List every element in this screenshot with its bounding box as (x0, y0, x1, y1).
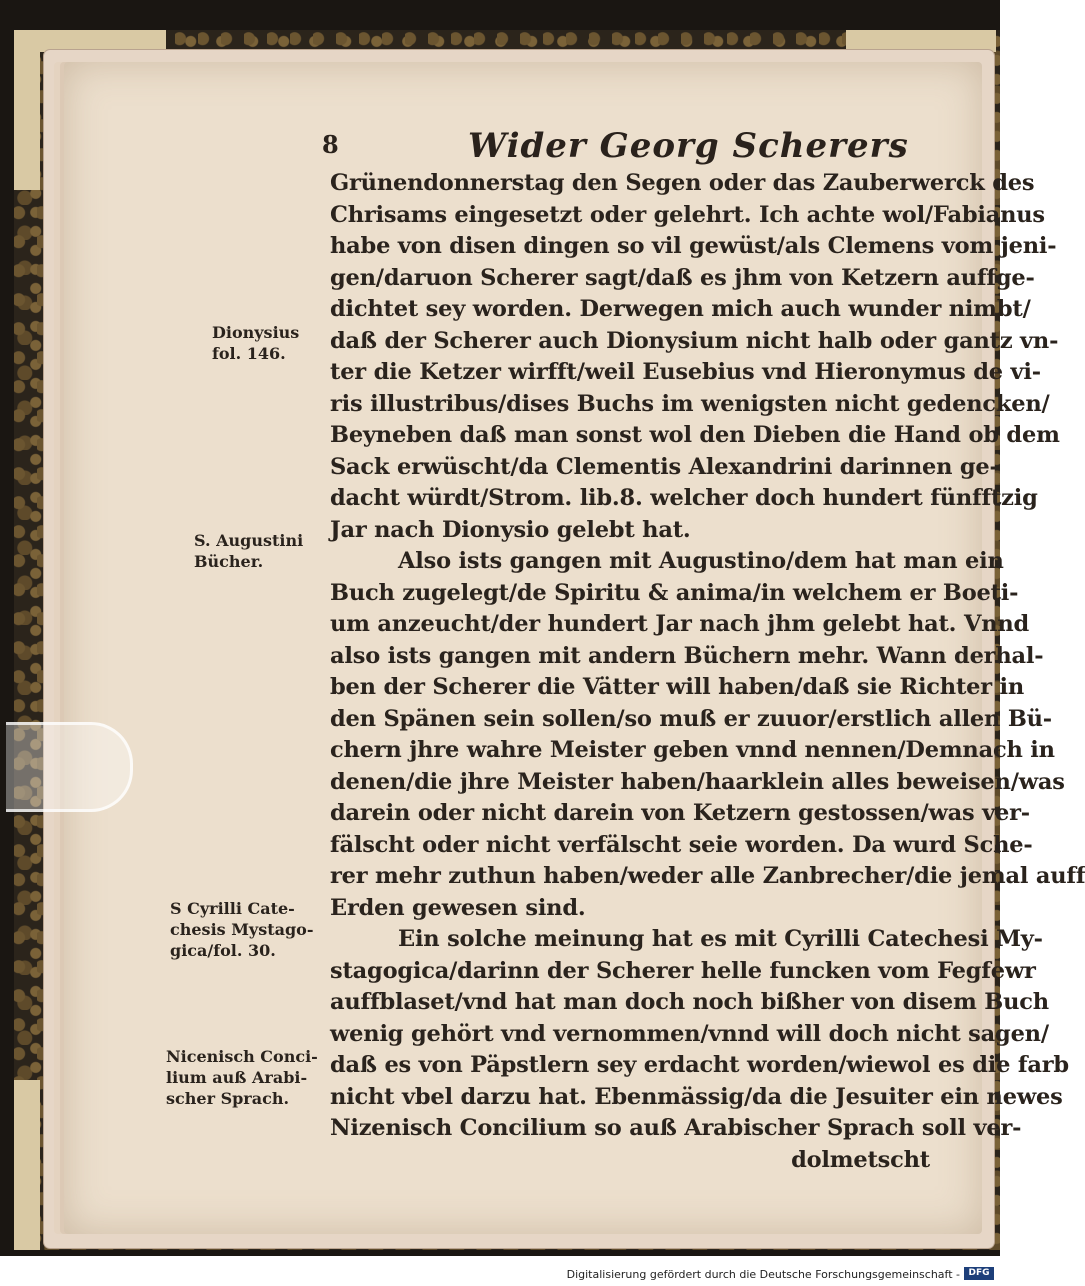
text-line: daß es von Päpstlern sey erdacht worden/wiewol es die farb (330, 1052, 1069, 1078)
text-line: Chrisams eingesetzt oder gelehrt. Ich achte wol/Fabianus (330, 201, 1045, 228)
funding-credit: Digitalisierung gefördert durch die Deutsche Forschungsgemeinschaft - (566, 1268, 960, 1281)
text-line: rer mehr zuthun haben/weder alle Zanbrecher/die jemal auff (330, 863, 1085, 889)
text-line: gen/daruon Scherer sagt/daß es jhm von Ketzern auffge- (330, 264, 1035, 291)
catchword: dolmetscht (791, 1146, 930, 1173)
text-line: Jar nach Dionysio gelebt hat. (330, 516, 691, 543)
text-line: denen/die jhre Meister haben/haarklein alles beweisen/was (330, 768, 1065, 795)
margin-note-line: gica/fol. 30. (170, 941, 276, 960)
text-line: um anzeucht/der hundert Jar nach jhm gelebt hat. Vnnd (330, 611, 1030, 637)
corner-cloth-left (14, 30, 40, 190)
margin-note-line: S. Augustini (194, 531, 304, 550)
running-header: Wider Georg Scherers (468, 126, 909, 166)
margin-note-line: Bücher. (194, 552, 264, 571)
text-line: habe von disen dingen so vil gewüst/als Clemens vom jeni- (330, 233, 1057, 259)
text-line: ris illustribus/dises Buchs im wenigsten nicht gedencken/ (330, 390, 1050, 417)
text-line: Grünendonnerstag den Segen oder das Zauberwerck des (330, 170, 1035, 196)
margin-note-line: lium auß Arabi- (166, 1068, 308, 1087)
text-line: ter die Ketzer wirfft/weil Eusebius vnd Hieronymus de vi- (330, 359, 1041, 385)
margin-note-line: fol. 146. (212, 344, 286, 363)
margin-note-cyrilli (170, 898, 314, 961)
text-line: Beyneben daß man sonst wol den Dieben die Hand ob dem (330, 422, 1060, 448)
margin-note-line: S Cyrilli Cate- (170, 899, 295, 918)
body-text (330, 168, 1085, 1176)
text-line: chern jhre wahre Meister geben vnnd nennen/Demnach in (330, 737, 1055, 763)
text-line: also ists gangen mit andern Büchern mehr. Wann derhal- (330, 642, 1044, 669)
text-line: darein oder nicht darein von Ketzern gestossen/was ver- (330, 800, 1030, 826)
text-line: daß der Scherer auch Dionysium nicht halb oder gantz vn- (330, 327, 1059, 354)
text-line: stagogica/darinn der Scherer helle funcken vom Fegfewr (330, 957, 1036, 984)
footer-bar (0, 1258, 1000, 1286)
text-line: fälscht oder nicht verfälscht seie worden. Da wurd Sche- (330, 831, 1033, 858)
text-line: ben der Scherer die Vätter will haben/daß sie Richter in (330, 674, 1025, 700)
corner-cloth-bottom-left (14, 1080, 40, 1250)
margin-note-line: Dionysius (212, 323, 300, 342)
text-line: Also ists gangen mit Augustino/dem hat man ein (398, 548, 1004, 574)
text-line: auffblaset/vnd hat man doch noch bißher von disem Buch (330, 989, 1049, 1015)
margin-note-line: chesis Mystago- (170, 920, 314, 939)
margin-note-line: scher Sprach. (166, 1089, 290, 1108)
text-line: dacht würdt/Strom. lib.8. welcher doch hundert fünfftzig (330, 485, 1038, 511)
text-line: Sack erwüscht/da Clementis Alexandrini darinnen ge- (330, 453, 999, 480)
text-line: Ein solche meinung hat es mit Cyrilli Catechesi My- (398, 926, 1043, 952)
text-line: Erden gewesen sind. (330, 894, 586, 921)
dfg-logo[interactable]: DFG (964, 1267, 994, 1280)
text-line: den Spänen sein sollen/so muß er zuuor/erstlich allen Bü- (330, 705, 1052, 732)
margin-note-dionysius (212, 322, 299, 364)
margin-note-line: Nicenisch Conci- (166, 1047, 318, 1066)
text-line: nicht vbel darzu hat. Ebenmässig/da die Jesuiter ein newes (330, 1083, 1063, 1110)
paper-clip (6, 722, 133, 812)
text-line: Nizenisch Concilium so auß Arabischer Sprach soll ver- (330, 1115, 1022, 1141)
margin-note-augustini (194, 530, 303, 572)
text-line: dichtet sey worden. Derwegen mich auch wunder nimbt/ (330, 296, 1031, 322)
page-number: 8 (322, 130, 339, 159)
margin-note-nicenisch (166, 1046, 318, 1109)
text-line: wenig gehört vnd vernommen/vnnd will doch nicht sagen/ (330, 1020, 1049, 1047)
corner-cloth-top-right (846, 30, 996, 52)
text-line: Buch zugelegt/de Spiritu & anima/in welchem er Boeti- (330, 579, 1019, 606)
